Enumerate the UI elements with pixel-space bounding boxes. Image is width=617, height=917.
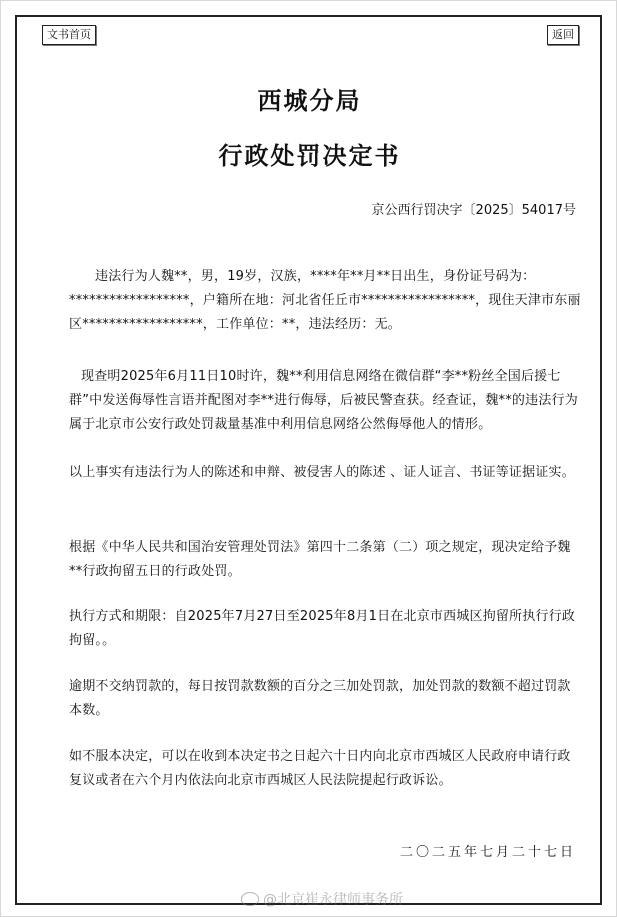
watermark-text: @北京崔永律师事务所	[263, 892, 403, 908]
back-button[interactable]: 返回	[547, 25, 579, 45]
execution-paragraph: 执行方式和期限：自2025年7月27日至2025年8月1日在北京市西城区拘留所执行行政拘留。。	[69, 609, 576, 648]
document-title: 行政处罚决定书	[218, 141, 401, 170]
agency-title: 西城分局	[257, 86, 362, 115]
document-home-button[interactable]: 文书首页	[42, 25, 96, 45]
legal-basis-paragraph: 根据《中华人民共和国治安管理处罚法》第四十二条第（二）项之规定，现决定给予魏**行政拘留五日的行政处罚。	[69, 540, 571, 579]
weibo-icon	[241, 892, 259, 906]
document-number: 京公西行罚决字〔2025〕54017号	[371, 203, 576, 218]
late-payment-paragraph: 逾期不交纳罚款的，每日按罚款数额的百分之三加处罚款，加处罚款的数额不超过罚款本数。	[69, 679, 571, 718]
appeal-paragraph: 如不服本决定，可以在收到本决定书之日起六十日内向北京市西城区人民政府申请行政复议或者在六个月内依法向北京市西城区人民法院提起行政诉讼。	[69, 749, 571, 788]
document-date: 二〇二五年七月二十七日	[399, 845, 576, 860]
evidence-paragraph: 以上事实有违法行为人的陈述和申辩、被侵害人的陈述 、证人证言、书证等证据证实。	[69, 465, 575, 480]
watermark	[241, 889, 403, 909]
facts-paragraph: 现查明2025年6月11日10时许，魏**利用信息网络在微信群“李**粉丝全国后援七群”中发送侮辱性言语并配图对李**进行侮辱，后被民警查获。经查证，魏**的违法行为属于北京市公安行政处罚裁量基准中利用信息网络公然侮辱他人的情形。	[69, 369, 578, 432]
offender-info-paragraph: 违法行为人魏**，男，19岁，汉族，****年**月**日出生，身份证号码为：******************，户籍所在地：河北省任丘市*****************，现住天津市东丽区******************，工作单位：**，违法经历：无。	[69, 269, 581, 332]
